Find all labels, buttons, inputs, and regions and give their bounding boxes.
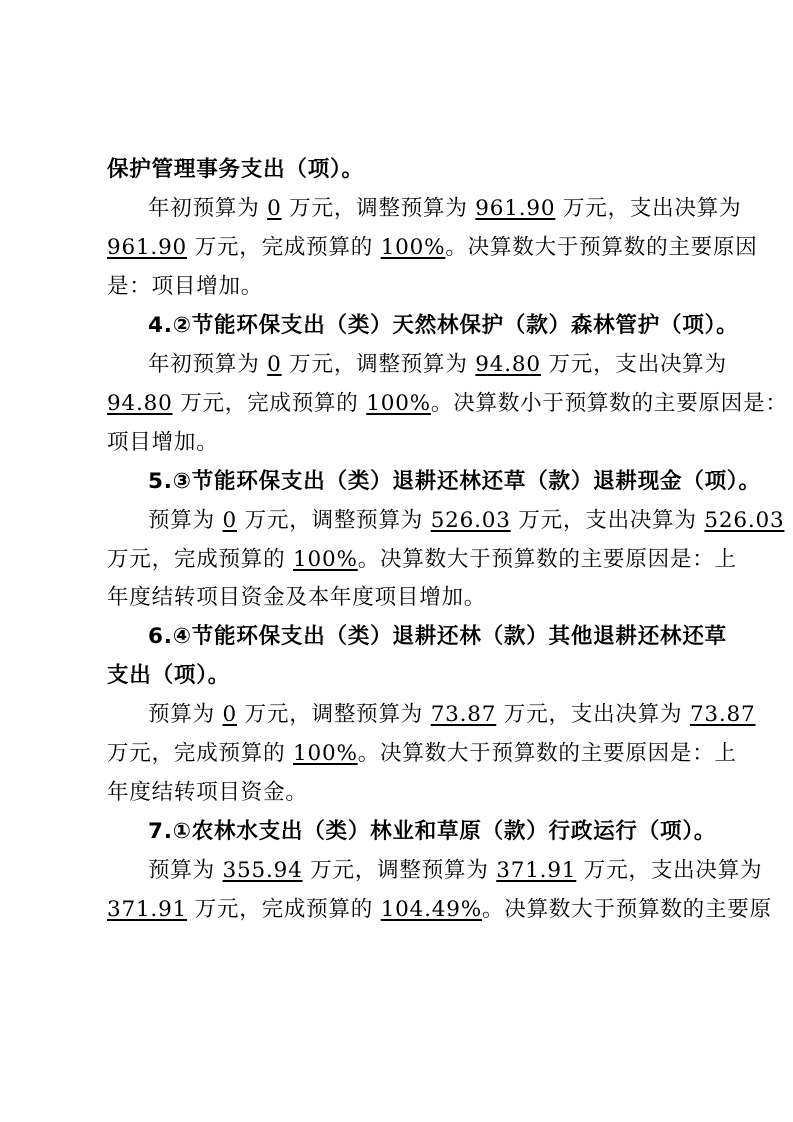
underlined-amount: 100%	[380, 234, 446, 260]
underlined-amount: 961.90	[107, 234, 188, 260]
section-heading-line	[148, 463, 761, 501]
text-segment: 6.④节能环保支出（类）退耕还林（款）其他退耕还林还草	[148, 624, 727, 650]
text-segment: 。决算数大于预算数的主要原因是：上	[357, 741, 737, 767]
section-heading-line	[107, 151, 697, 189]
text-segment: 预算为	[148, 507, 223, 533]
body-text-line	[148, 696, 756, 734]
underlined-amount: 104.49%	[380, 897, 482, 923]
underlined-amount: 0	[267, 195, 282, 221]
underlined-amount: 94.80	[107, 390, 173, 416]
text-segment: 。决算数大于预算数的主要原	[481, 897, 772, 923]
section-heading-line	[107, 657, 697, 695]
text-segment: 万元，支出决算为	[496, 702, 690, 728]
text-segment: 万元，调整预算为	[237, 507, 431, 533]
underlined-amount: 355.94	[222, 858, 303, 884]
text-segment: 万元，支出决算为	[576, 858, 763, 884]
text-segment: 保护管理事务支出（项）。	[107, 157, 364, 182]
body-text-line	[148, 346, 727, 384]
text-segment: 年度结转项目资金及本年度项目增加。	[107, 585, 487, 611]
underlined-amount: 100%	[293, 546, 358, 572]
body-text-line	[107, 268, 697, 306]
underlined-amount: 961.90	[475, 195, 556, 221]
text-segment: 项目增加。	[107, 429, 219, 455]
text-segment: 。决算数小于预算数的主要原因是：	[430, 390, 788, 416]
underlined-amount: 0	[222, 507, 238, 533]
section-heading-line	[148, 307, 739, 345]
underlined-amount: 526.03	[430, 507, 511, 533]
text-segment: 万元，完成预算的	[107, 741, 294, 767]
text-segment: 4.②节能环保支出（类）天然林保护（款）森林管护（项）。	[148, 312, 739, 338]
text-segment: 万元，完成预算的	[172, 390, 367, 416]
text-segment: 万元，支出决算为	[510, 507, 705, 533]
body-text-line	[107, 385, 788, 423]
body-text-line	[107, 541, 737, 579]
text-segment: 预算为	[148, 702, 223, 728]
text-segment: 万元，完成预算的	[187, 897, 381, 923]
underlined-amount: 100%	[293, 741, 358, 767]
text-segment: 万元，支出决算为	[540, 351, 727, 377]
body-text-line	[107, 229, 758, 267]
text-segment: 年度结转项目资金。	[107, 780, 308, 806]
text-segment: 年初预算为	[148, 195, 268, 221]
text-segment: 万元，调整预算为	[237, 702, 431, 728]
underlined-amount: 73.87	[430, 702, 497, 728]
underlined-amount: 94.80	[475, 351, 541, 377]
body-text-line	[107, 579, 697, 617]
body-text-line	[148, 852, 763, 890]
body-text-line	[107, 774, 697, 812]
underlined-amount: 73.87	[689, 702, 756, 728]
text-segment: 是：项目增加。	[107, 273, 264, 299]
text-segment: 万元，调整预算为	[302, 858, 497, 884]
body-text-line	[107, 735, 737, 773]
text-segment: 预算为	[148, 858, 223, 884]
text-segment: 万元，调整预算为	[281, 351, 476, 377]
text-segment: 7.①农林水支出（类）林业和草原（款）行政运行（项）。	[148, 819, 717, 845]
body-text-line	[148, 502, 785, 540]
body-text-line	[107, 424, 697, 462]
underlined-amount: 0	[222, 702, 238, 728]
text-segment: 万元，完成预算的	[187, 234, 381, 260]
text-segment: 。决算数大于预算数的主要原因	[445, 234, 758, 260]
text-segment: 支出（项）。	[107, 663, 231, 689]
underlined-amount: 371.91	[496, 858, 577, 884]
section-heading-line	[148, 813, 717, 851]
text-segment: 万元，支出决算为	[555, 195, 742, 221]
body-text-line	[148, 190, 742, 228]
underlined-amount: 0	[267, 351, 282, 377]
text-segment: 。决算数大于预算数的主要原因是：上	[357, 546, 737, 572]
text-segment: 万元，完成预算的	[107, 546, 294, 572]
underlined-amount: 526.03	[704, 507, 785, 533]
underlined-amount: 371.91	[107, 897, 188, 923]
text-segment: 万元，调整预算为	[281, 195, 476, 221]
underlined-amount: 100%	[366, 390, 431, 416]
text-segment: 年初预算为	[148, 351, 268, 377]
text-segment: 5.③节能环保支出（类）退耕还林还草（款）退耕现金（项）。	[148, 468, 761, 494]
body-text-line	[107, 891, 772, 929]
section-heading-line	[148, 618, 727, 656]
